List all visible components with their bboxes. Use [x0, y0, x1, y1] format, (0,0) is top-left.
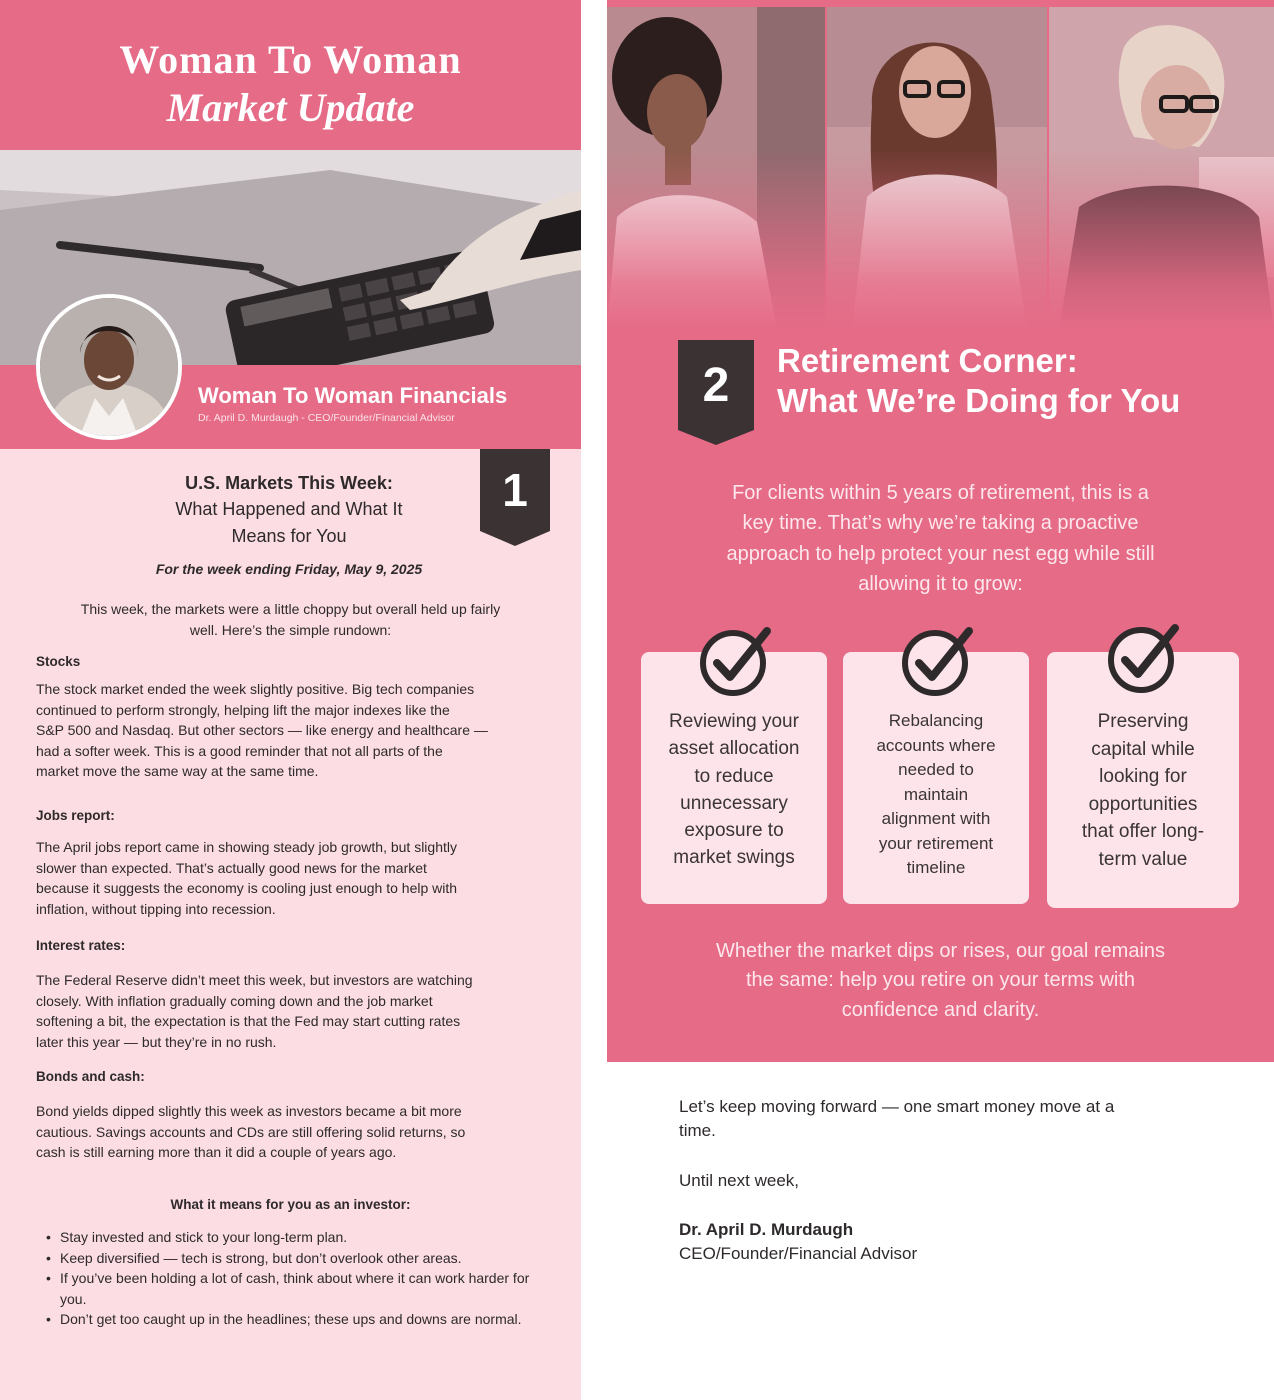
paragraph-line: later this year — but they’re in no rush. — [36, 1033, 277, 1050]
card-line: term value — [1098, 848, 1188, 870]
brand-subtitle: Dr. April D. Murdaugh - CEO/Founder/Financial Advisor — [198, 412, 455, 424]
card-line: maintain — [903, 784, 969, 804]
card-line: alignment with — [881, 809, 991, 828]
closing-text: Let’s keep moving forward — one smart money move at a — [679, 1097, 1115, 1116]
brand-name: Woman To Woman Financials — [198, 383, 508, 408]
stocks-paragraph — [36, 679, 546, 782]
card-line: market swings — [673, 847, 795, 869]
section-number: 1 — [502, 464, 528, 516]
paragraph-line: slower than expected. That’s actually good news for the market — [36, 859, 427, 876]
newsletter-page-left — [0, 0, 581, 1400]
paragraph-line: because it suggests the economy is cooling just enough to help with — [36, 880, 458, 896]
paragraph-line: S&P 500 and Nasdaq. But other sectors — like energy and healthcare — — [36, 722, 488, 738]
closing-text: time. — [679, 1121, 716, 1140]
paragraph-line: continued to perform strongly, helping lift the major indexes like the — [36, 701, 450, 718]
card-line: opportunities — [1088, 793, 1198, 815]
paragraph-line: cautious. Savings accounts and CDs are still offering solid returns, so — [36, 1123, 466, 1140]
section-title: What We’re Doing for You — [777, 382, 1181, 419]
list-item: • Don’t get too caught up in the headlines; these ups and downs are normal. — [46, 1309, 546, 1330]
intro-text: This week, the markets were a little choppy but overall held up fairly — [80, 601, 501, 617]
paragraph-line: The April jobs report came in showing steady job growth, but slightly — [36, 839, 457, 855]
list-item: • Keep diversified — tech is strong, but don’t overlook other areas. — [46, 1248, 546, 1269]
card-line: unnecessary — [680, 792, 788, 814]
outro-text: Whether the market dips or rises, our goal remains — [715, 940, 1166, 962]
paragraph-line: Bond yields dipped slightly this week as investors became a bit more — [36, 1103, 462, 1119]
card-line: timeline — [906, 858, 966, 877]
card-line: needed to — [898, 760, 974, 779]
week-ending-date: For the week ending Friday, May 9, 2025 — [155, 561, 423, 577]
card-line: looking for — [1099, 766, 1187, 787]
jobs-label: Jobs report: — [36, 808, 115, 823]
card-line: Reviewing your — [669, 711, 799, 732]
section-title: Retirement Corner: — [777, 342, 1078, 379]
jobs-paragraph — [36, 837, 546, 919]
card-line: that offer long- — [1081, 821, 1205, 842]
section-title: U.S. Markets This Week: — [185, 473, 393, 493]
paragraph-line: softening a bit, the expectation is that the Fed may start cutting rates — [36, 1013, 461, 1029]
card-line: to reduce — [694, 765, 774, 787]
card-line: Rebalancing — [888, 711, 984, 730]
outro-text: confidence and clarity. — [841, 999, 1040, 1021]
newsletter-title: Woman To Woman — [119, 37, 462, 82]
paragraph-line: The Federal Reserve didn’t meet this week, but investors are watching — [36, 972, 473, 988]
intro-text: allowing it to grow: — [858, 573, 1023, 595]
signer-title: CEO/Founder/Financial Advisor — [679, 1244, 918, 1263]
card-text — [843, 709, 1029, 881]
stocks-label: Stocks — [36, 654, 81, 669]
card-line: asset allocation — [668, 738, 800, 760]
paragraph-line: inflation, without tipping into recession. — [36, 900, 276, 917]
photo-overlay — [607, 150, 1274, 330]
newsletter-title-subtitle: Market Update — [166, 85, 415, 130]
section-subtitle: What Happened and What It — [175, 499, 403, 519]
section-subtitle: Means for You — [231, 526, 347, 546]
card-line: exposure to — [684, 820, 784, 842]
page-gutter — [581, 0, 607, 1400]
section-number-ribbon — [480, 449, 550, 546]
check-circle-icon — [1107, 622, 1181, 694]
section-number: 2 — [702, 359, 730, 412]
newsletter-page-right — [607, 0, 1274, 1400]
intro-text: approach to help protect your nest egg while still — [726, 543, 1155, 565]
newsletter-header — [0, 0, 581, 150]
check-circle-icon — [901, 625, 975, 697]
investor-tips-list — [46, 1227, 546, 1330]
signoff: Until next week, — [679, 1171, 799, 1190]
paragraph-line: had a softer week. This is a good reminder that not all parts of the — [36, 742, 443, 759]
paragraph-line: The stock market ended the week slightly positive. Big tech companies — [36, 681, 475, 697]
intro-text: well. Here’s the simple rundown: — [189, 622, 392, 638]
advisor-avatar — [36, 294, 182, 440]
interest-rates-label: Interest rates: — [36, 938, 126, 953]
paragraph-line: cash is still earning more than it did a couple of years ago. — [36, 1144, 397, 1160]
card-text — [641, 708, 827, 872]
bonds-paragraph — [36, 1101, 546, 1163]
card-text — [1047, 708, 1239, 873]
investor-tips-heading: What it means for you as an investor: — [170, 1197, 411, 1212]
paragraph-line: market move the same way at the same time. — [36, 763, 319, 779]
signer-name: Dr. April D. Murdaugh — [679, 1220, 854, 1239]
card-line: your retirement — [878, 833, 994, 853]
check-circle-icon — [699, 625, 773, 697]
list-item: • Stay invested and stick to your long-term plan. — [46, 1227, 546, 1248]
outro-text: the same: help you retire on your terms with — [745, 969, 1136, 991]
paragraph-line: closely. With inflation gradually coming down and the job market — [36, 992, 433, 1009]
women-photo-collage — [607, 0, 1274, 330]
section-number-ribbon — [678, 340, 754, 445]
list-item: • If you’ve been holding a lot of cash, think about where it can work harder for you. — [46, 1268, 546, 1309]
card-line: capital while — [1091, 738, 1195, 760]
card-line: accounts where — [876, 735, 996, 755]
card-line: Preserving — [1097, 711, 1189, 732]
intro-text: For clients within 5 years of retirement, this is a — [732, 482, 1149, 504]
intro-text: key time. That’s why we’re taking a proactive — [742, 512, 1139, 534]
interest-rates-paragraph — [36, 970, 546, 1052]
bonds-label: Bonds and cash: — [36, 1069, 145, 1084]
